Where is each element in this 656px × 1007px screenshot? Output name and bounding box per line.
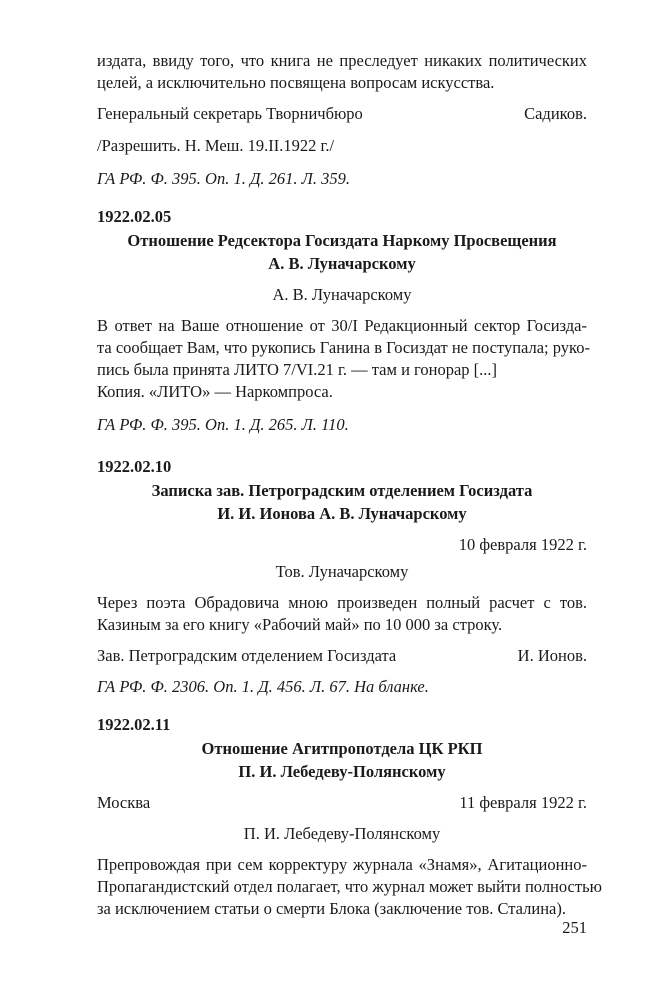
archive-source: ГА РФ. Ф. 395. Оп. 1. Д. 265. Л. 110.: [97, 415, 349, 434]
document-place: Москва: [97, 793, 151, 812]
document-date-code: 1922.02.11: [97, 715, 171, 734]
document-body-line-2: Казиным за его книгу «Рабочий май» по 10 000 за строку.: [97, 615, 503, 634]
document-title-line-2: П. И. Лебедеву-Полянскому: [238, 762, 446, 781]
document-addressee: Тов. Луначарскому: [275, 562, 409, 581]
archive-source: ГА РФ. Ф. 395. Оп. 1. Д. 261. Л. 359.: [97, 169, 350, 188]
document-body-line-1: Препровождая при сем корректуру журнала «Знамя», Агитационно-: [97, 855, 587, 874]
document-date-code: 1922.02.05: [97, 207, 172, 226]
document-date-code: 1922.02.10: [97, 457, 172, 476]
archive-source: ГА РФ. Ф. 2306. Оп. 1. Д. 456. Л. 67. На бланке.: [97, 677, 429, 696]
signature-position: Генеральный секретарь Творничбюро: [97, 104, 363, 123]
document-date: 11 февраля 1922 г.: [459, 793, 587, 812]
document-addressee: П. И. Лебедеву-Полянскому: [243, 824, 441, 843]
document-date: 10 февраля 1922 г.: [458, 535, 587, 554]
intro-line-2: целей, а исключительно посвящена вопросам искусства.: [97, 73, 495, 92]
document-signature: [97, 645, 587, 667]
document-place-date: [97, 792, 587, 814]
document-title-line-1: Записка зав. Петроградским отделением Госиздата: [151, 481, 533, 500]
copy-note: Копия. «ЛИТО» — Наркомпроса.: [97, 382, 333, 401]
document-body-line-3: пись была принята ЛИТО 7/VI.21 г. — там и гонорар [...]: [97, 360, 498, 379]
document-title-line-2: А. В. Луначарскому: [268, 254, 416, 273]
document-title-line-2: И. И. Ионова А. В. Луначарскому: [217, 504, 467, 523]
resolution-note: /Разрешить. Н. Меш. 19.II.1922 г./: [97, 136, 335, 155]
signature-position: Зав. Петроградским отделением Госиздата: [97, 646, 397, 665]
document-addressee: А. В. Луначарскому: [272, 285, 412, 304]
document-body-line-2: Пропагандистский отдел полагает, что журнал может выйти полностью: [97, 877, 602, 896]
document-body-line-1: Через поэта Обрадовича мною произведен полный расчет с тов.: [97, 593, 587, 612]
document-body-line-2: та сообщает Вам, что рукопись Ганина в Госиздат не поступала; руко-: [97, 338, 590, 357]
intro-signature: [97, 103, 587, 125]
document-title-line-1: Отношение Редсектора Госиздата Наркому Просвещения: [127, 231, 557, 250]
signature-name: Садиков.: [524, 104, 587, 123]
intro-line-1: издата, ввиду того, что книга не преследует никаких политических: [97, 51, 587, 70]
signature-name: И. Ионов.: [517, 646, 587, 665]
document-title-line-1: Отношение Агитпропотдела ЦК РКП: [201, 739, 483, 758]
document-body-line-3: за исключением статьи о смерти Блока (заключение тов. Сталина).: [97, 899, 566, 918]
document-body-line-1: В ответ на Ваше отношение от 30/I Редакционный сектор Госизда-: [97, 316, 587, 335]
page-number: 251: [562, 918, 587, 937]
